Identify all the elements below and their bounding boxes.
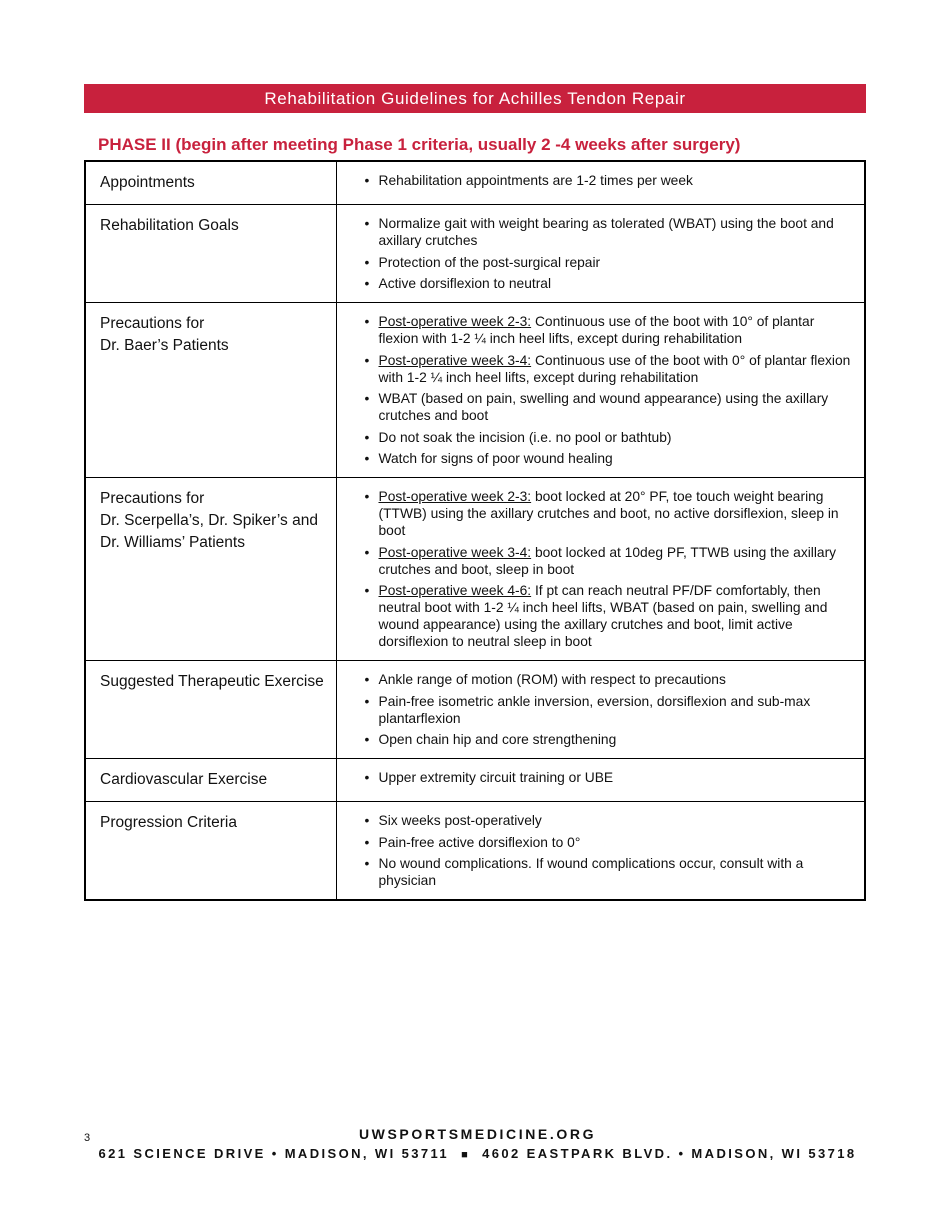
list-item: • Protection of the post-surgical repair	[379, 254, 853, 271]
bullet-list	[365, 812, 853, 889]
list-item: • No wound complications. If wound complications occur, consult with a physician	[379, 855, 853, 889]
list-item: • Ankle range of motion (ROM) with respect to precautions	[379, 671, 853, 688]
list-item: • Pain-free active dorsiflexion to 0°	[379, 834, 853, 851]
category-cell	[85, 161, 336, 205]
category-cell	[85, 303, 336, 478]
page-number: 3	[84, 1132, 91, 1144]
bullet-list	[365, 215, 853, 292]
list-item: • Pain-free isometric ankle inversion, eversion, dorsiflexion and sub-max plantarflexion	[379, 693, 853, 727]
details-cell	[336, 478, 865, 661]
details-cell	[336, 303, 865, 478]
category-label: Rehabilitation Goals	[100, 217, 239, 234]
table-row-precautions-baer	[85, 303, 865, 478]
list-item: • Post-operative week 2-3: Continuous use of the boot with 10° of plantar flexion with 1-2 ¼ inch heel lifts, except during rehabilitation	[379, 313, 853, 347]
details-cell	[336, 661, 865, 759]
week-prefix: Post-operative week 4-6:	[378, 583, 532, 598]
category-cell	[85, 661, 336, 759]
list-item: • Rehabilitation appointments are 1-2 times per week	[379, 172, 853, 189]
list-item: • Post-operative week 4-6: If pt can reach neutral PF/DF comfortably, then neutral boot with 1-2 ¼ inch heel lifts, WBAT (based on pain, swelling and wound appearance) using the axillary crutches and boot, limit active dorsiflexion to neutral sleep in boot	[379, 582, 853, 650]
table-row-therapeutic-exercise	[85, 661, 865, 759]
category-label-line: Precautions for	[100, 315, 205, 332]
list-item: • Watch for signs of poor wound healing	[379, 450, 853, 467]
table-row-precautions-scerpella-spiker-williams	[85, 478, 865, 661]
footer-website: UWSPORTSMEDICINE.ORG	[358, 1126, 597, 1142]
list-item: • Active dorsiflexion to neutral	[379, 275, 853, 292]
list-item: • Six weeks post-operatively	[379, 812, 853, 829]
week-prefix: Post-operative week 3-4:	[378, 544, 532, 560]
footer-address-madison-science: 621 SCIENCE DRIVE • MADISON, WI 53711	[98, 1146, 450, 1161]
details-cell	[336, 205, 865, 303]
details-cell	[336, 759, 865, 802]
table-row-rehabilitation-goals	[85, 205, 865, 303]
footer-separator-square: ■	[461, 1149, 471, 1161]
bullet-list	[365, 671, 853, 748]
list-item: • Upper extremity circuit training or UBE	[379, 769, 853, 786]
guidelines-table	[84, 160, 866, 901]
bullet-list	[365, 488, 853, 650]
list-item: • Post-operative week 3-4: boot locked at 10deg PF, TTWB using the axillary crutches and boot, sleep in boot	[379, 544, 853, 578]
category-label: Appointments	[100, 174, 195, 191]
category-cell	[85, 802, 336, 901]
week-prefix: Post-operative week 3-4:	[378, 352, 532, 368]
table-row-appointments	[85, 161, 865, 205]
category-label-line: Precautions for	[100, 490, 205, 507]
phase-title: PHASE II (begin after meeting Phase 1 criteria, usually 2 -4 weeks after surgery)	[98, 135, 741, 154]
bullet-list	[365, 172, 853, 189]
list-item: • Post-operative week 3-4: Continuous use of the boot with 0° of plantar flexion with 1-2 ¼ inch heel lifts, except during rehabilitation	[379, 352, 853, 386]
table-row-cardiovascular-exercise	[85, 759, 865, 802]
list-item: • Normalize gait with weight bearing as tolerated (WBAT) using the boot and axillary crutches	[379, 215, 853, 249]
category-cell	[85, 759, 336, 802]
details-cell	[336, 802, 865, 901]
list-item: • Open chain hip and core strengthening	[379, 731, 853, 748]
week-prefix: Post-operative week 2-3:	[378, 314, 532, 329]
table-row-progression-criteria	[85, 802, 865, 901]
list-item: • WBAT (based on pain, swelling and wound appearance) using the axillary crutches and boot	[379, 390, 853, 424]
details-cell	[336, 161, 865, 205]
bullet-list	[365, 313, 853, 467]
list-item: • Do not soak the incision (i.e. no pool or bathtub)	[379, 429, 853, 446]
document-banner: Rehabilitation Guidelines for Achilles Tendon Repair	[84, 84, 866, 113]
list-item: • Post-operative week 2-3: boot locked at 20° PF, toe touch weight bearing (TTWB) using the axillary crutches and boot, no active dorsiflexion, sleep in boot	[379, 488, 853, 539]
category-label: Progression Criteria	[100, 814, 237, 831]
category-cell	[85, 205, 336, 303]
category-label: Suggested Therapeutic Exercise	[100, 673, 324, 690]
category-label-line: Dr. Scerpella’s, Dr. Spiker’s and	[100, 512, 318, 529]
week-prefix: Post-operative week 2-3:	[378, 489, 532, 504]
category-label-line: Dr. Williams’ Patients	[100, 534, 245, 551]
category-cell	[85, 478, 336, 661]
footer-address-eastpark: 4602 EASTPARK BLVD. • MADISON, WI 53718	[482, 1146, 857, 1161]
category-label-line: Dr. Baer’s Patients	[100, 337, 229, 354]
bullet-list	[365, 769, 853, 786]
footer-address	[0, 1145, 950, 1164]
category-label: Cardiovascular Exercise	[100, 771, 268, 788]
